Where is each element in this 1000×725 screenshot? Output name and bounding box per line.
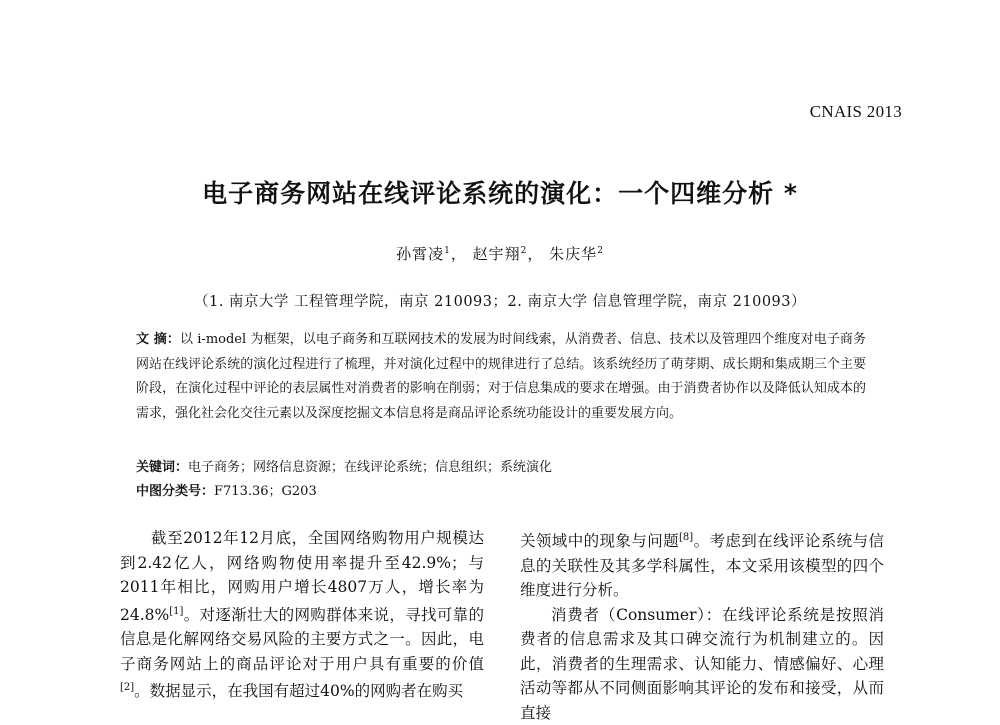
abstract-label: 文 摘： xyxy=(136,332,180,347)
body-paragraph: 消费者（Consumer）：在线评论系统是按照消费者的信息需求及其口碑交流行为机制建立的。因此，消费者的生理需求、认知能力、情感偏好、心理活动等都从不同侧面影响其评论的发布和接受，从而直接 xyxy=(520,605,884,722)
author-separator: ， xyxy=(450,245,467,263)
body-paragraph xyxy=(120,526,484,704)
keywords-text: 电子商务；网络信息资源；在线评论系统；信息组织；系统演化 xyxy=(188,460,553,475)
citation: [2] xyxy=(120,682,135,694)
clc-text: F713.36；G203 xyxy=(214,484,317,499)
author-affil-mark: 2 xyxy=(520,246,528,256)
abstract xyxy=(136,328,866,426)
body-text: 。对逐渐壮大的网购群体来说，寻找可靠的信息是化解网络交易风险的主要方式之一。因此，电子商务网站上的商品评论对于用户具有重要的价值 xyxy=(120,605,484,673)
citation: [1] xyxy=(169,605,184,617)
affiliations: （1. 南京大学 工程管理学院，南京 210093；2. 南京大学 信息管理学院，南京 210093） xyxy=(193,294,807,310)
author-name: 赵宇翔 xyxy=(472,245,521,263)
author-list xyxy=(0,243,1000,264)
clc-label: 中图分类号： xyxy=(136,484,215,499)
paper-title: 电子商务网站在线评论系统的演化：一个四维分析 * xyxy=(202,179,798,208)
conference-header: CNAIS 2013 xyxy=(809,102,902,121)
keywords xyxy=(136,456,866,475)
body-text: 截至2012年12月底，全国网络购物用户规模达到2.42亿人，网络购物使用率提升至42.9%；与2011年相比，网购用户增长4807万人，增长率为24.8% xyxy=(120,529,484,624)
classification-code xyxy=(136,480,866,499)
author-affil-mark: 1 xyxy=(444,246,451,256)
body-text: 关领域中的现象与问题 xyxy=(520,532,679,551)
author-name: 朱庆华 xyxy=(549,245,598,263)
author-separator: ， xyxy=(527,245,544,263)
abstract-text: 以 i-model 为框架，以电子商务和互联网技术的发展为时间线索，从消费者、信息、技术以及管理四个维度对电子商务网站在线评论系统的演化过程进行了梳理，并对演化过程中的规律进行了总结。该系统经历了萌芽期、成长期和集成期三个主要阶段，在演化过程中评论的表层属性对消费者的影响在削弱；对于信息集成的要求在增强。由于消费者协作以及降低认知成本的需求，强化社会化交往元素以及深度挖掘文本信息将是商品评论系统功能设计的重要发展方向。 xyxy=(136,332,866,421)
body-text: 。数据显示，在我国有超过40%的网购者在购买 xyxy=(134,682,464,701)
body-text: 。考虑到在线评论系统与信息的关联性及其多学科属性，本文采用该模型的四个维度进行分析。 xyxy=(520,532,884,600)
body-column-left xyxy=(120,526,484,704)
keywords-label: 关键词： xyxy=(136,460,189,475)
body-paragraph xyxy=(520,526,884,603)
body-column-right xyxy=(520,526,884,725)
citation: [8] xyxy=(679,532,694,543)
author-name: 孙霄凌 xyxy=(396,245,445,263)
author-affil-mark: 2 xyxy=(597,246,604,256)
